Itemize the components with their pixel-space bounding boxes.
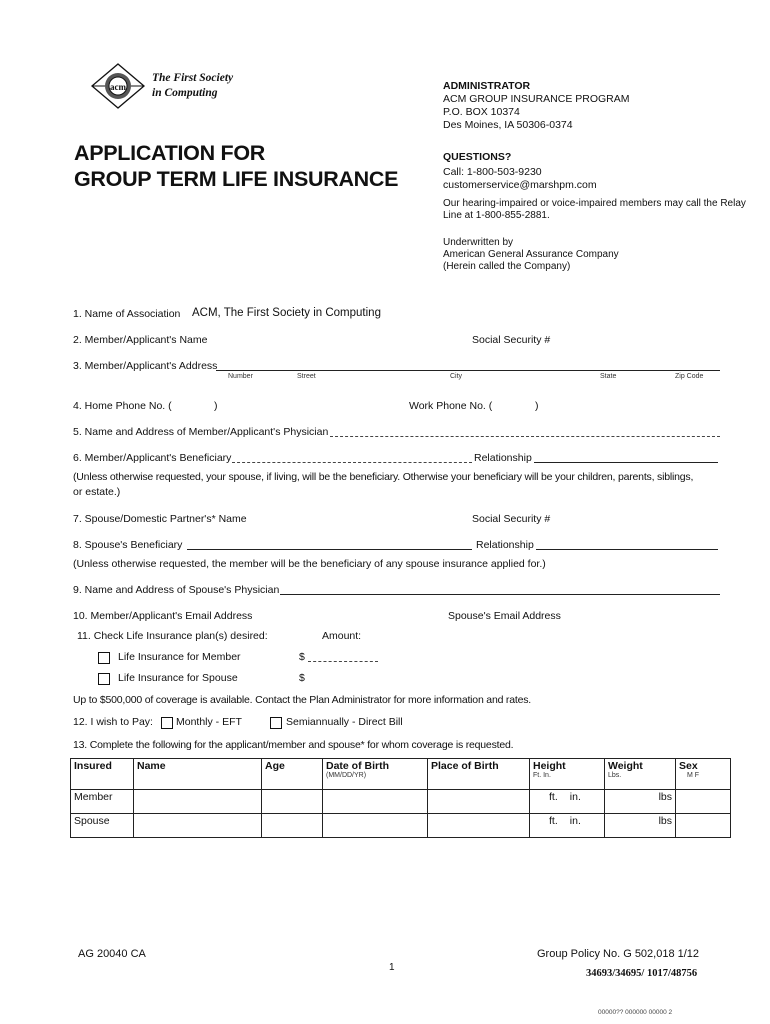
q10-label: 10. Member/Applicant's Email Address: [73, 610, 253, 622]
member-life-label: Life Insurance for Member: [118, 651, 241, 663]
monthly-eft-checkbox[interactable]: [161, 717, 173, 729]
th-dob-label: Date of Birth: [326, 760, 389, 772]
ft-label: ft.: [549, 791, 558, 803]
q6-label: 6. Member/Applicant's Beneficiary: [73, 452, 232, 464]
logo-line2: in Computing: [152, 87, 218, 99]
hearing-note-2: Line at 1-800-855-2881.: [443, 210, 550, 221]
beneficiary-field[interactable]: [232, 462, 472, 463]
q8-relationship-label: Relationship: [476, 539, 534, 551]
q6-relationship-label: Relationship: [474, 452, 532, 464]
logo-line1: The First Society: [152, 72, 234, 84]
member-sex-cell[interactable]: [676, 790, 731, 814]
q4-home-close: ): [214, 400, 218, 412]
addr-zip-label: Zip Code: [675, 373, 704, 380]
table-row: [71, 814, 731, 838]
admin-heading: ADMINISTRATOR: [443, 80, 531, 92]
beneficiary-relationship-field[interactable]: [534, 462, 718, 463]
member-place-cell[interactable]: [428, 790, 530, 814]
th-dob: [323, 759, 428, 790]
svg-text:acm: acm: [110, 82, 126, 92]
group-policy: Group Policy No. G 502,018 1/12: [537, 948, 700, 960]
q2-label: 2. Member/Applicant's Name: [73, 334, 208, 346]
spouse-weight-cell[interactable]: [605, 814, 676, 838]
member-height-cell[interactable]: [530, 790, 605, 814]
th-insured: Insured: [71, 759, 134, 790]
th-height-sub: Ft. In.: [533, 772, 551, 779]
spouse-height-cell[interactable]: [530, 814, 605, 838]
th-height: [530, 759, 605, 790]
table-header-row: [71, 759, 731, 790]
addr-street-label: Street: [297, 373, 316, 380]
member-amount-dollar: $: [299, 651, 305, 663]
acm-logo-icon: [88, 62, 148, 110]
page-title-line2: GROUP TERM LIFE INSURANCE: [74, 167, 399, 191]
form-code: AG 20040 CA: [78, 948, 146, 960]
q7-ssn-label: Social Security #: [472, 513, 551, 525]
q8-label: 8. Spouse's Beneficiary: [73, 539, 183, 551]
form-codes: 34693/34695/ 1017/48756: [586, 968, 698, 979]
admin-line3: Des Moines, IA 50306-0374: [443, 119, 573, 131]
member-age-cell[interactable]: [262, 790, 323, 814]
q4-work-label: Work Phone No. (: [409, 400, 493, 412]
th-weight-sub: Lbs.: [608, 772, 622, 779]
q4-home-label: 4. Home Phone No. (: [73, 400, 172, 412]
spouse-sex-cell[interactable]: [676, 814, 731, 838]
member-weight-cell[interactable]: [605, 790, 676, 814]
monthly-eft-label: Monthly - EFT: [176, 716, 242, 728]
q8-note: (Unless otherwise requested, the member will be the beneficiary of any spouse insurance applied for.): [73, 558, 546, 570]
q2-ssn-label: Social Security #: [472, 334, 551, 346]
q6-note-2: or estate.): [73, 486, 121, 498]
q12-label: 12. I wish to Pay:: [73, 716, 153, 728]
q5-label: 5. Name and Address of Member/Applicant's Physician: [73, 426, 329, 438]
semiannual-label: Semiannually - Direct Bill: [286, 716, 403, 728]
q11-label: 11. Check Life Insurance plan(s) desired:: [77, 630, 268, 642]
ft-label: ft.: [549, 815, 558, 827]
spouse-life-checkbox[interactable]: [98, 673, 110, 685]
in-label: in.: [569, 791, 581, 803]
coverage-note: Up to $500,000 of coverage is available. Contact the Plan Administrator for more information and rates.: [73, 694, 531, 706]
underwritten-2: American General Assurance Company: [443, 249, 619, 260]
q11-amount-label: Amount:: [322, 630, 362, 642]
admin-line2: P.O. BOX 10374: [443, 106, 520, 118]
th-place: Place of Birth: [428, 759, 530, 790]
address-field[interactable]: [216, 370, 720, 371]
admin-line1: ACM GROUP INSURANCE PROGRAM: [443, 93, 630, 105]
q9-label: 9. Name and Address of Spouse's Physician: [73, 584, 280, 596]
q1-label: 1. Name of Association: [73, 308, 181, 320]
spouse-dob-cell[interactable]: [323, 814, 428, 838]
q7-label: 7. Spouse/Domestic Partner's* Name: [73, 513, 247, 525]
spouse-name-cell[interactable]: [134, 814, 262, 838]
underwritten-1: Underwritten by: [443, 237, 514, 248]
th-weight-label: Weight: [608, 760, 643, 772]
member-name-cell[interactable]: [134, 790, 262, 814]
lbs-label: lbs: [658, 791, 672, 803]
q1-value: ACM, The First Society in Computing: [192, 307, 381, 319]
th-dob-sub: (MM/DD/YR): [326, 772, 367, 779]
contact-email: customerservice@marshpm.com: [443, 179, 597, 191]
q6-note-1: (Unless otherwise requested, your spouse, if living, will be the beneficiary. Otherwise your beneficiary will be your children, parents, siblings,: [73, 471, 694, 483]
spouse-physician-field[interactable]: [280, 594, 720, 595]
spouse-age-cell[interactable]: [262, 814, 323, 838]
q10-spouse-email-label: Spouse's Email Address: [448, 610, 561, 622]
spouse-life-label: Life Insurance for Spouse: [118, 672, 238, 684]
q4-work-close: ): [535, 400, 539, 412]
q3-label: 3. Member/Applicant's Address: [73, 360, 218, 372]
spouse-beneficiary-field[interactable]: [187, 549, 472, 550]
member-life-checkbox[interactable]: [98, 652, 110, 664]
th-name: Name: [134, 759, 262, 790]
lbs-label: lbs: [658, 815, 672, 827]
small-footer-code: 00000?? 000000 00000 2: [598, 1009, 673, 1016]
page-number: 1: [389, 962, 395, 973]
hearing-note-1: Our hearing-impaired or voice-impaired members may call the Relay: [443, 198, 746, 209]
page-title-line1: APPLICATION FOR: [74, 141, 265, 165]
addr-state-label: State: [600, 373, 617, 380]
underwritten-3: (Herein called the Company): [443, 261, 571, 272]
th-sex: [676, 759, 731, 790]
insured-table: [70, 758, 731, 838]
row-spouse-label: Spouse: [71, 814, 134, 838]
questions-heading: QUESTIONS?: [443, 151, 512, 163]
th-weight: [605, 759, 676, 790]
spouse-beneficiary-relationship-field[interactable]: [536, 549, 718, 550]
spouse-amount-dollar: $: [299, 672, 305, 684]
q13-label: 13. Complete the following for the applicant/member and spouse* for whom coverage is requested.: [73, 739, 514, 751]
semiannual-checkbox[interactable]: [270, 717, 282, 729]
member-dob-cell[interactable]: [323, 790, 428, 814]
member-amount-field[interactable]: [308, 661, 378, 662]
row-member-label: Member: [71, 790, 134, 814]
th-sex-label: Sex: [679, 760, 698, 772]
th-height-label: Height: [533, 760, 566, 772]
table-row: [71, 790, 731, 814]
addr-city-label: City: [450, 373, 463, 380]
physician-field[interactable]: [330, 436, 720, 437]
th-sex-sub: M F: [687, 772, 700, 779]
phone-call: Call: 1-800-503-9230: [443, 166, 542, 178]
in-label: in.: [569, 815, 581, 827]
th-age: Age: [262, 759, 323, 790]
addr-number-label: Number: [228, 373, 253, 380]
spouse-place-cell[interactable]: [428, 814, 530, 838]
